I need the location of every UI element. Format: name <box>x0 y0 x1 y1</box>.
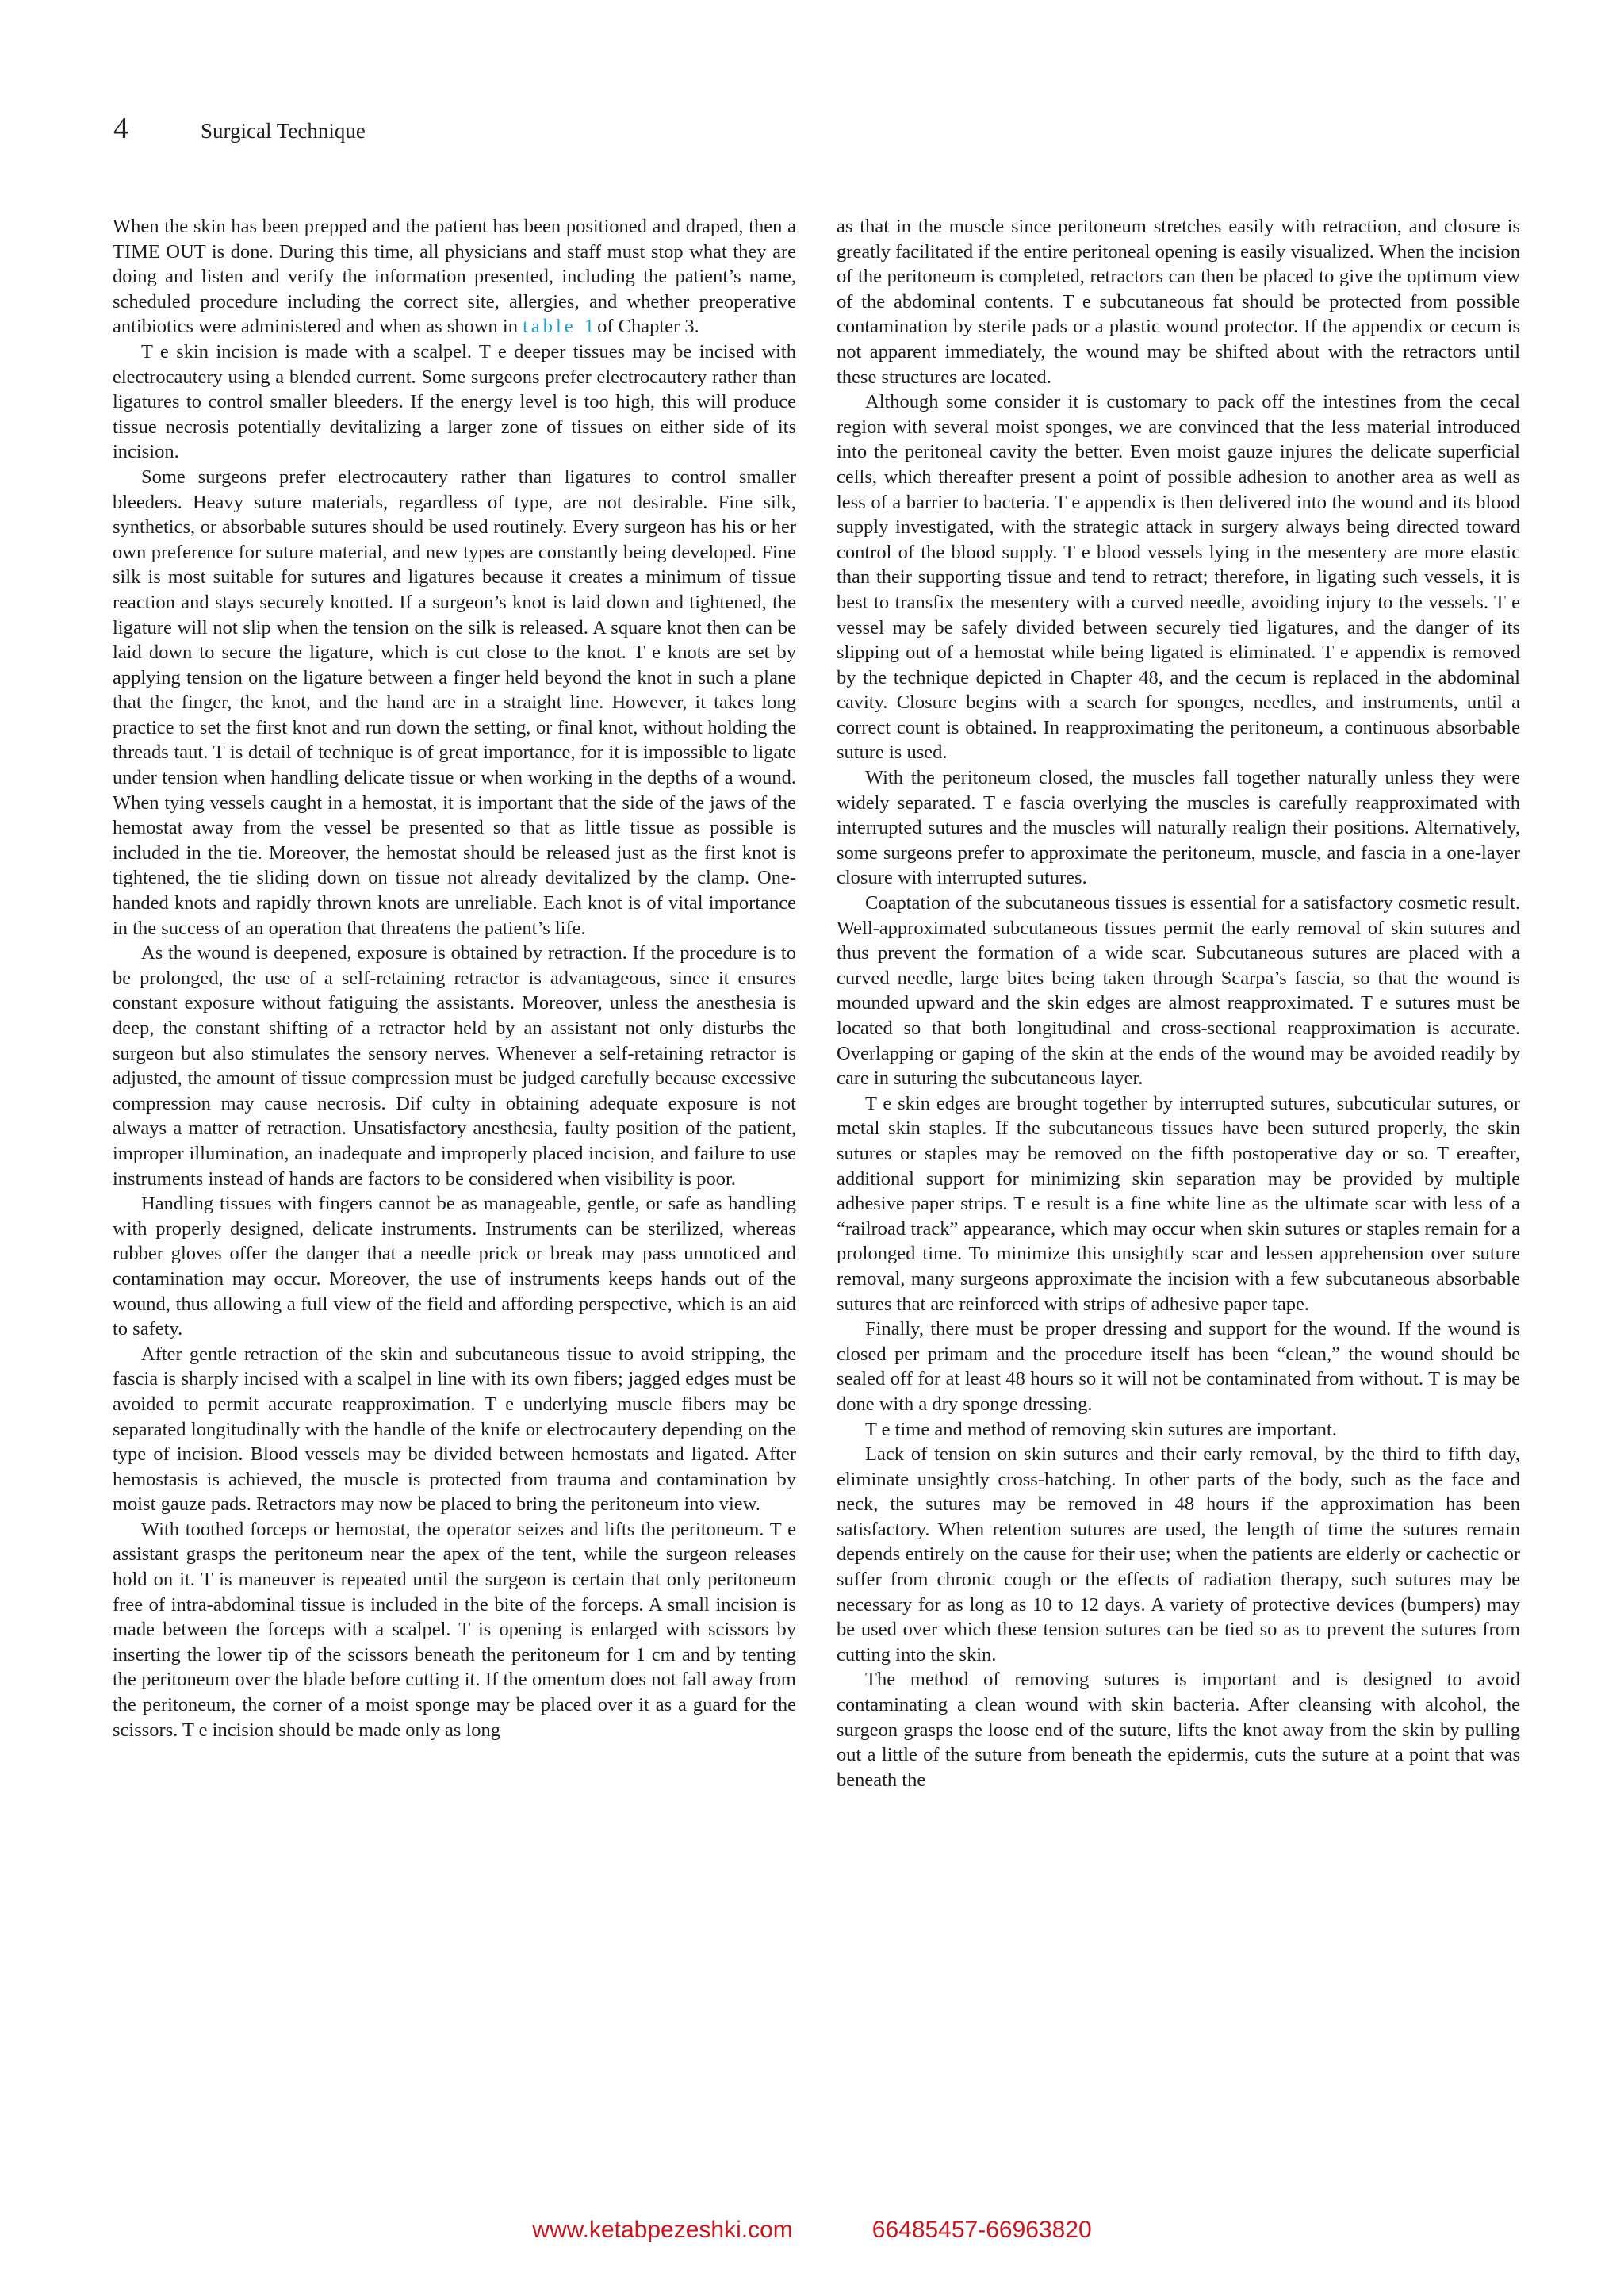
footer-website: www.ketabpezeshki.com <box>532 2217 793 2243</box>
paragraph: After gentle retraction of the skin and subcutaneous tissue to avoid stripping, the fascia is sharply incised with a scalpel in line with its own fibers; jagged edges must be avoided to permit accurate reapproximation. T e underlying muscle fibers may be separated longitudinally with the handle of the knife or electrocautery depending on the type of incision. Blood vessels may be divided between hemostats and ligated. After hemostasis is achieved, the muscle is protected from trauma and contamination by moist gauze pads. Retractors may now be placed to bring the peritoneum into view. <box>113 1343 796 1516</box>
paragraph: T e skin edges are brought together by interrupted sutures, subcuticular sutures, or metal skin staples. If the subcutaneous tissues have been sutured properly, the skin sutures or staples may be removed on the fifth postoperative day or so. T ereafter, additional support for minimizing skin separation may be provided by multiple adhesive paper strips. T e result is a fine white line as the ultimate scar with less of a “railroad track” appearance, which may occur when skin sutures or staples remain for a prolonged time. To minimize this unsightly scar and lessen apprehension over suture removal, many surgeons approximate the incision with a few subcutaneous absorbable sutures that are reinforced with strips of adhesive paper tape. <box>837 1092 1520 1315</box>
left-column <box>113 214 796 2173</box>
paragraph: With the peritoneum closed, the muscles fall together naturally unless they were widely separated. T e fascia overlying the muscles is carefully reapproximated with interrupted sutures and the muscles will naturally realign their positions. Alternatively, some surgeons prefer to approximate the peritoneum, muscle, and fascia in a one-layer closure with interrupted sutures. <box>837 767 1520 889</box>
running-title: Surgical Technique <box>201 119 366 143</box>
page-footer <box>0 2217 1624 2244</box>
page-number: 4 <box>113 112 128 145</box>
paragraph: Handling tissues with fingers cannot be as manageable, gentle, or safe as handling with properly designed, delicate instruments. Instruments can be sterilized, whereas rubber gloves offer the danger that a needle prick or break may pass unnoticed and contamination may occur. Moreover, the use of instruments keeps hands out of the wound, thus allowing a full view of the field and affording perspective, which is an aid to safety. <box>113 1193 796 1340</box>
paragraph: T e skin incision is made with a scalpel. T e deeper tissues may be incised with electrocautery using a blended current. Some surgeons prefer electrocautery rather than ligatures to control smaller bleeders. If the energy level is too high, this will produce tissue necrosis potentially devitalizing a larger zone of tissues on either side of its incision. <box>113 340 796 463</box>
right-column <box>837 214 1520 2173</box>
paragraph-text: of Chapter 3. <box>597 316 699 338</box>
paragraph: as that in the muscle since peritoneum stretches easily with retraction, and closure is greatly facilitated if the entire peritoneal opening is easily visualized. When the incision of the peritoneum is completed, retractors can then be placed to give the optimum view of the abdominal contents. T e subcutaneous fat should be protected from possible contamination by sterile pads or a plastic wound protector. If the appendix or cecum is not apparent immediately, the wound may be shifted about with the retractors until these structures are located. <box>837 216 1520 388</box>
paragraph: Lack of tension on skin sutures and their early removal, by the third to fifth day, eliminate unsightly cross-hatching. In other parts of the body, such as the face and neck, the sutures may be removed in 48 hours if the approximation has been satisfactory. When retention sutures are used, the length of time the sutures remain depends entirely on the cause for their use; when the patients are elderly or cachectic or suffer from chronic cough or the effects of radiation therapy, such sutures may be necessary for as long as 10 to 12 days. A variety of protective devices (bumpers) may be used over which these tension sutures can be tied so as to prevent the sutures from cutting into the skin. <box>837 1443 1520 1665</box>
paragraph: The method of removing sutures is important and is designed to avoid contaminating a clean wound with skin bacteria. After cleansing with alcohol, the surgeon grasps the loose end of the suture, lifts the knot away from the skin by pulling out a little of the suture from beneath the epidermis, cuts the suture at a point that was beneath the <box>837 1669 1520 1791</box>
paragraph: T e time and method of removing skin sutures are important. <box>865 1418 1337 1440</box>
paragraph: Finally, there must be proper dressing and support for the wound. If the wound is closed per primam and the procedure itself has been “clean,” the wound should be sealed off for at least 48 hours so it will not be contaminated from without. T is may be done with a dry sponge dressing. <box>837 1318 1520 1415</box>
paragraph: As the wound is deepened, exposure is obtained by retraction. If the procedure is to be prolonged, the use of a self-retaining retractor is advantageous, since it ensures constant exposure without fatiguing the assistants. Moreover, unless the anesthesia is deep, the constant shifting of a retractor held by an assistant not only disturbs the surgeon but also stimulates the sensory nerves. Whenever a self-retaining retractor is adjusted, the amount of tissue compression must be judged carefully because excessive compression may cause necrosis. Dif culty in obtaining adequate exposure is not always a matter of retraction. Unsatisfactory anesthesia, faulty position of the patient, improper illumination, an inadequate and improperly placed incision, and failure to use instruments instead of hands are factors to be considered when visibility is poor. <box>113 942 796 1190</box>
body-columns <box>113 214 1520 2173</box>
paragraph-text: When the skin has been prepped and the patient has been positioned and draped, then a TIME OUT is done. During this time, all physicians and staff must stop what they are doing and listen and verify the information presented, including the patient’s name, scheduled procedure including the correct site, allergies, and whether preoperative antibiotics were administered and when as shown in <box>113 216 796 338</box>
paragraph: With toothed forceps or hemostat, the operator seizes and lifts the peritoneum. T e assistant grasps the peritoneum near the apex of the tent, while the surgeon releases hold on it. T is maneuver is repeated until the surgeon is certain that only peritoneum free of intra-abdominal tissue is included in the bite of the forceps. A small incision is made between the forceps with a scalpel. T is opening is enlarged with scissors by inserting the lower tip of the scissors beneath the peritoneum for 1 cm and by tenting the peritoneum over the blade before cutting it. If the omentum does not fall away from the peritoneum, the corner of a moist sponge may be placed over it as a guard for the scissors. T e incision should be made only as long <box>113 1518 796 1741</box>
paragraph <box>113 214 796 339</box>
paragraph: Coaptation of the subcutaneous tissues is essential for a satisfactory cosmetic result. Well-approximated subcutaneous tissues permit the early removal of skin sutures and thus prevent the formation of a wide scar. Subcutaneous sutures are placed with a curved needle, large bites being taken through Scarpa’s fascia, so that the wound is mounded upward and the skin edges are almost reapproximated. T e sutures must be located so that both longitudinal and cross-sectional reapproximation is accurate. Overlapping or gaping of the skin at the ends of the wound may be avoided readily by care in suturing the subcutaneous layer. <box>837 892 1520 1090</box>
page-header <box>113 111 366 146</box>
paragraph: Although some consider it is customary to pack off the intestines from the cecal region with several moist sponges, we are convinced that the less material introduced into the peritoneal cavity the better. Even moist gauze injures the delicate superficial cells, which thereafter present a point of possible adhesion to another area as well as less of a barrier to bacteria. T e appendix is then delivered into the wound and its blood supply investigated, with the strategic attack in surgery always being directed toward control of the blood supply. T e blood vessels lying in the mesentery are more elastic than their supporting tissue and tend to retract; therefore, in ligating such vessels, it is best to transfix the mesentery with a curved needle, avoiding injury to the vessels. T e vessel may be safely divided between securely tied ligatures, and the danger of its slipping out of a hemostat while being ligated is eliminated. T e appendix is removed by the technique depicted in Chapter 48, and the cecum is replaced in the abdominal cavity. Closure begins with a search for sponges, needles, and instruments, until a correct count is obtained. In reapproximating the peritoneum, a continuous absorbable suture is used. <box>837 391 1520 764</box>
paragraph: Some surgeons prefer electrocautery rather than ligatures to control smaller bleeders. Heavy suture materials, regardless of type, are not desirable. Fine silk, synthetics, or absorbable sutures should be used routinely. Every surgeon has his or her own preference for suture material, and new types are constantly being developed. Fine silk is most suitable for sutures and ligatures because it creates a minimum of tissue reaction and stays securely knotted. If a surgeon’s knot is laid down and tightened, the ligature will not slip when the tension on the silk is released. A square knot then can be laid down to secure the ligature, which is cut close to the knot. T e knots are set by applying tension on the ligature between a finger held beyond the knot in such a plane that the finger, the knot, and the hand are in a straight line. However, it takes long practice to set the first knot and run down the setting, or final knot, without holding the threads taut. T is detail of technique is of great importance, for it is impossible to ligate under tension when handling delicate tissue or when working in the depths of a wound. When tying vessels caught in a hemostat, it is important that the side of the jaws of the hemostat away from the vessel be presented so that as little tissue as possible is included in the tie. Moreover, the hemostat should be released just as the first knot is tightened, the tie sliding down on tissue not already devitalized by the clamp. One-handed knots and rapidly thrown knots are unreliable. Each knot is of vital importance in the success of an operation that threatens the patient’s life. <box>113 466 796 939</box>
footer-phone: 66485457-66963820 <box>871 2217 1092 2243</box>
table-reference-link[interactable]: table 1 <box>523 316 598 338</box>
